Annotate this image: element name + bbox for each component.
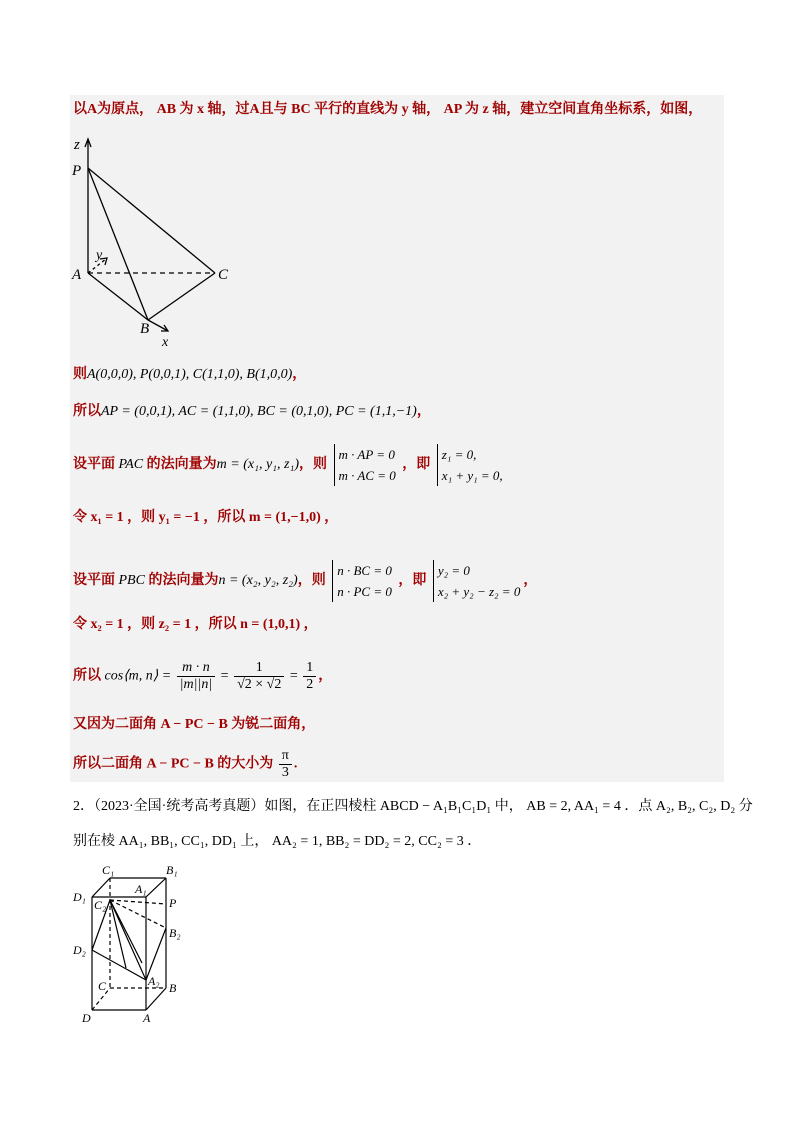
cos-fraction-2: $\frac{1}{√2 \times √2}$	[234, 660, 284, 693]
system-pbc-a: n · BC = 0 n · PC = 0	[332, 560, 392, 602]
point-C-label: C	[218, 267, 229, 283]
acute-line: 又因为二面角 A − PC − B 为锐二面角，	[73, 717, 316, 732]
question2-line2: 别在棱 AA₁, BB₁, CC₁, DD₁ 上， AA₂ = 1, BB₂ = DD₂ = 2, CC₂ = 3 ．	[73, 834, 482, 849]
prism-A-label: A	[143, 1011, 151, 1025]
cos-fraction-3: $\frac{1}{2}$	[303, 660, 316, 693]
vectors-line: 所以AP = (0,0,1), AC = (1,1,0), BC = (0,1,0), PC = (1,1,−1)，	[73, 404, 431, 419]
axis-x-label: x	[162, 335, 169, 350]
point-A-label: A	[72, 267, 82, 283]
let-x2-line: 令 x₂ = 1 ，则 z₂ = 1 ，所以 n = (1,0,1) ，	[73, 617, 318, 632]
point-P-label: P	[72, 163, 82, 179]
system-pbc-b: y₂ = 0 x₂ + y₂ − z₂ = 0	[433, 560, 520, 602]
system-pac-a: m · AP = 0 m · AC = 0	[334, 444, 396, 486]
prism-P-label: P	[169, 896, 177, 910]
prism-figure	[70, 860, 190, 1025]
prism-B-label: B	[169, 981, 177, 995]
question2-line1: 2．（2023·全国·统考高考真题）如图，在正四棱柱 ABCD − A₁B₁C₁D₁ 中， AB = 2, AA₁ = 4 ．点 A₂, B₂, C₂, D₂ 分	[73, 799, 753, 814]
answer-line: 所以二面角 A − PC − B 的大小为 $\frac{\pi}{3}$ .	[73, 748, 298, 780]
let-x1-line: 令 x₁ = 1 ，则 y₁ = −1 ，所以 m = (1,−1,0) ，	[73, 510, 339, 525]
setup-line: 以A为原点， AB 为 x 轴，过A且与 BC 平行的直线为 y 轴， AP 为 z 轴，建立空间直角坐标系，如图，	[73, 102, 703, 117]
system-pac-b: z₁ = 0, x₁ + y₁ = 0,	[437, 444, 503, 486]
prism-C-label: C	[98, 979, 107, 993]
prism-D1-label: D₁	[73, 890, 86, 904]
axis-z-label: z	[74, 137, 80, 153]
normal-pbc-line: 设平面 PBC 的法向量为n = (x₂, y₂, z₂)，则 n · BC = 0 n · PC = 0 ，即 y₂ = 0 x₂ + y₂ − z₂ = 0，	[73, 560, 537, 602]
prism-A2-label: A₂	[148, 974, 160, 988]
prism-B1-label: B₁	[166, 863, 178, 877]
prism-D2-label: D₂	[73, 943, 86, 957]
cosine-line: 所以 cos⟨m, n⟩ = $\frac{m \cdot n}{|m||n|}$ = $\frac{1}{√2 \times √2}$ = $\frac{1}{2}$ ，	[73, 660, 333, 692]
cos-fraction-1: $\frac{m \cdot n}{|m||n|}$	[177, 660, 216, 693]
normal-pac-line: 设平面 PAC 的法向量为m = (x₁, y₁, z₁)，则 m · AP = 0 m · AC = 0 ，即 z₁ = 0, x₁ + y₁ = 0,	[73, 444, 506, 486]
answer-fraction: $\frac{\pi}{3}$	[279, 748, 292, 781]
point-B-label: B	[140, 321, 150, 337]
prism-C2-label: C₂	[94, 898, 107, 912]
coords-line: 则A(0,0,0), P(0,0,1), C(1,1,0), B(1,0,0)，	[73, 367, 307, 382]
prism-C1-label: C₁	[102, 863, 115, 877]
prism-A1-label: A₁	[135, 882, 147, 896]
axis-y-label: y	[96, 248, 103, 263]
pyramid-figure	[70, 135, 240, 350]
prism-B2-label: B₂	[169, 926, 181, 940]
prism-D-label: D	[82, 1011, 91, 1025]
